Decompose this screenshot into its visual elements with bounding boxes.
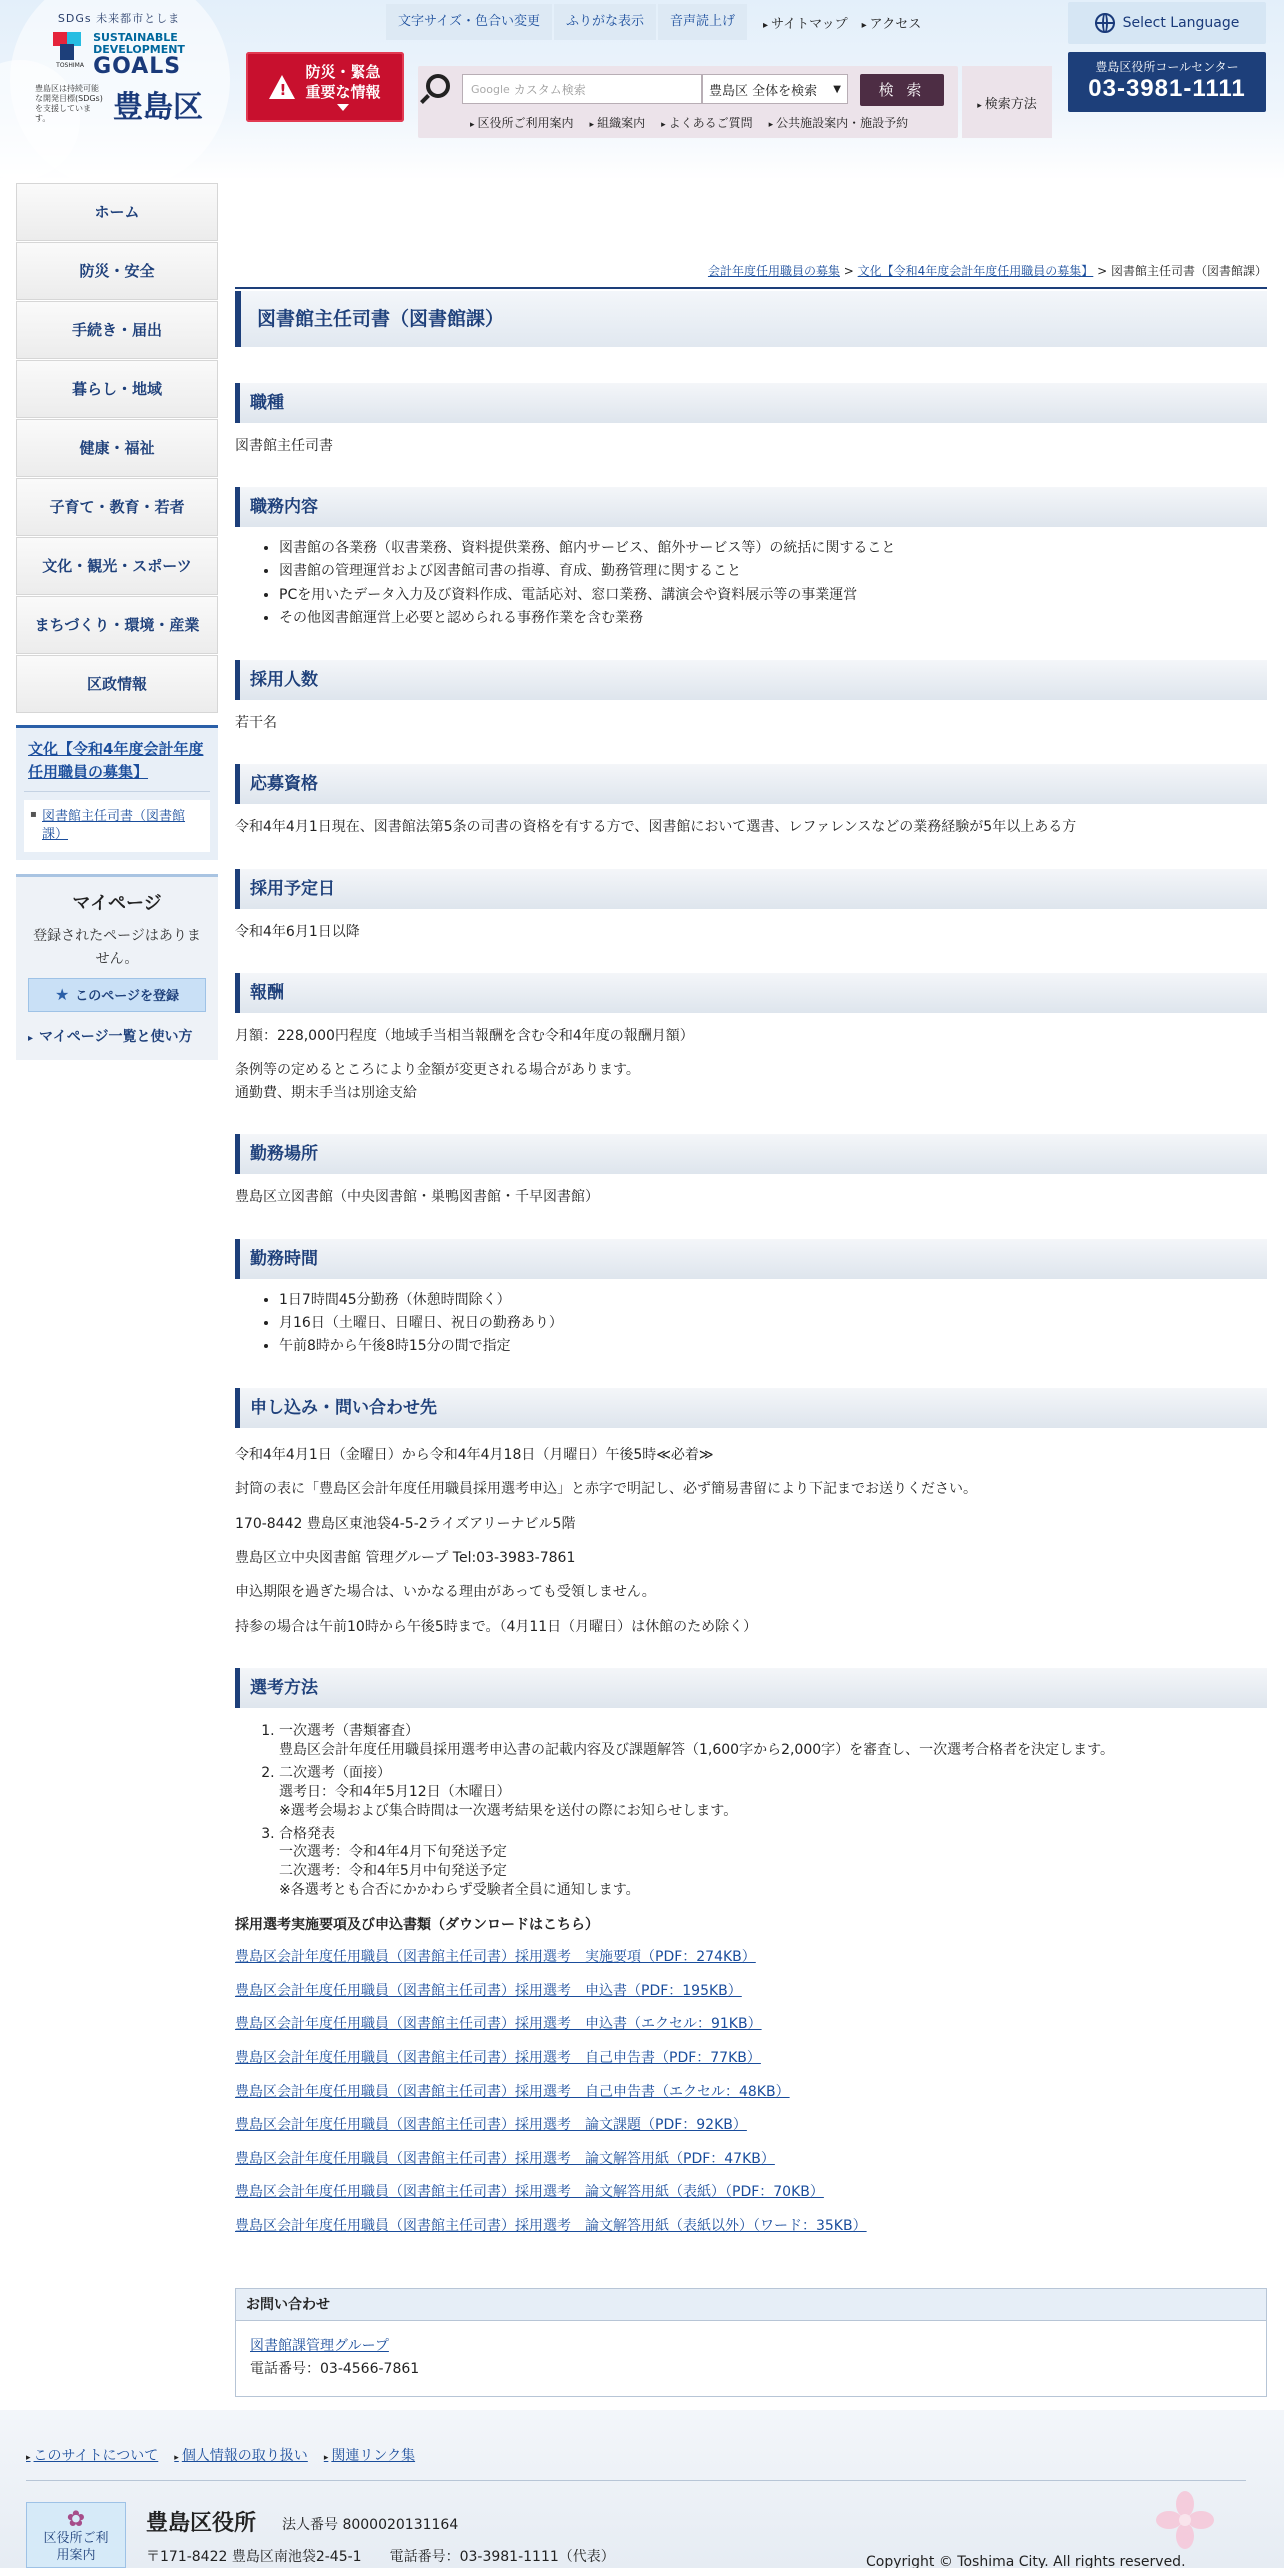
access-link[interactable]: ▸ アクセス	[862, 13, 922, 32]
globe-icon	[1095, 13, 1115, 33]
section-heading: 職種	[235, 383, 1267, 423]
disaster-label-1: 防災・緊急	[305, 63, 381, 81]
disaster-label-2: 重要な情報	[305, 82, 381, 101]
warning-icon: !	[269, 75, 295, 99]
facility-booking-link[interactable]: ▸ 公共施設案内・施設予約	[769, 114, 909, 131]
sidebar	[16, 183, 218, 1060]
footer-office-guide-button[interactable]	[26, 2502, 126, 2568]
download-link[interactable]: 豊島区会計年度任用職員（図書館主任司書）採用選考 論文課題（PDF：92KB）	[235, 2117, 747, 2134]
search-input[interactable]	[462, 74, 702, 104]
nav-childcare-education[interactable]: 子育て・教育・若者	[16, 478, 218, 536]
local-nav	[16, 725, 218, 860]
footer-office-name: 豊島区役所	[146, 2511, 257, 2536]
nav-health-welfare[interactable]: 健康・福祉	[16, 419, 218, 477]
nav-urban-development[interactable]: まちづくり・環境・産業	[16, 596, 218, 654]
section-apply	[235, 1388, 1267, 1638]
list-item	[279, 1825, 1267, 1901]
footer-links	[26, 2445, 415, 2465]
footer-guide-label: 区役所ご利用案内	[43, 2531, 109, 2563]
step-line: ※選考会場および集合時間は一次選考結果を送付の際にお知らせします。	[279, 1802, 738, 1819]
sdgs-goals-line2: DEVELOPMENT	[93, 42, 185, 56]
sdgs-goals-line1: SUSTAINABLE	[93, 31, 178, 44]
local-nav-title[interactable]: 文化【令和4年度会計年度任用職員の募集】	[24, 736, 210, 792]
list-item: • 午前8時から午後8時15分の間で指定	[279, 1335, 1267, 1358]
footer-address: 〒171-8422 豊島区南池袋2-45-1 電話番号：03-3981-1111（代表）	[146, 2549, 615, 2565]
faq-link[interactable]: ▸ よくあるご質問	[661, 114, 753, 131]
section-text: 封筒の表に「豊島区会計年度任用職員採用選考申込」と赤字で明記し、必ず簡易書留により下記までお送りください。	[235, 1481, 977, 1498]
section-duties	[235, 487, 1267, 629]
nav-culture-tourism[interactable]: 文化・観光・スポーツ	[16, 537, 218, 595]
section-heading: 採用人数	[235, 660, 1267, 700]
section-text: 若干名	[235, 714, 277, 731]
list-item	[279, 1764, 1267, 1821]
section-text: 申込期限を過ぎた場合は、いかなる理由があっても受領しません。	[235, 1584, 656, 1601]
office-guide-link[interactable]: ▸ 区役所ご利用案内	[470, 114, 574, 131]
mypage-empty-text: 登録されたページはありません。	[33, 928, 201, 967]
download-link[interactable]: 豊島区会計年度任用職員（図書館主任司書）採用選考 論文解答用紙（表紙）（PDF：70KB）	[235, 2184, 824, 2201]
section-heading: 応募資格	[235, 764, 1267, 804]
section-selection	[235, 1668, 1267, 2236]
search-sublinks	[470, 114, 908, 131]
chevron-down-icon: ▼	[833, 83, 841, 95]
footer-related-links[interactable]: ▸ 関連リンク集	[324, 2445, 415, 2465]
section-heading: 勤務時間	[235, 1239, 1267, 1279]
sdgs-goals-line3: GOALS	[93, 54, 182, 80]
download-heading: 採用選考実施要項及び申込書類（ダウンロードはこちら）	[235, 1917, 599, 1934]
breadcrumb-separator: >	[1093, 264, 1111, 278]
section-heading: 勤務場所	[235, 1134, 1267, 1174]
section-text: 月額：228,000円程度（地域手当相当報酬を含む令和4年度の報酬月額）	[235, 1027, 694, 1044]
download-link[interactable]: 豊島区会計年度任用職員（図書館主任司書）採用選考 自己申告書（エクセル：48KB）	[235, 2083, 790, 2100]
sitemap-link[interactable]: ▸ サイトマップ	[763, 13, 848, 32]
mypage-box	[16, 874, 218, 1060]
search-submit-button[interactable]: 検 索	[860, 74, 944, 106]
breadcrumb	[235, 262, 1267, 289]
section-text: 令和4年6月1日以降	[235, 923, 360, 940]
call-center-number[interactable]: 03-3981-1111	[1088, 75, 1246, 102]
section-text: 令和4年4月1日現在、図書館法第5条の司書の資格を有する方で、図書館において選書、レファレンスなどの業務経験が5年以上ある方	[235, 819, 1077, 836]
selection-steps	[235, 1722, 1267, 1900]
mypage-title: マイページ	[72, 893, 162, 915]
list-item: • PCを用いたデータ入力及び資料作成、電話応対、窓口業務、講演会や資料展示等の事業運営	[279, 584, 1267, 607]
step-line: ※各選考とも合否にかかわらず受験者全員に通知します。	[279, 1882, 640, 1899]
section-job	[235, 383, 1267, 457]
breadcrumb-separator: >	[839, 264, 858, 278]
section-text: 170-8442 豊島区東池袋4-5-2ライズアリーナビル5階	[235, 1515, 576, 1532]
language-label: Select Language	[1122, 15, 1240, 31]
organization-link[interactable]: ▸ 組織案内	[590, 114, 646, 131]
page-title: 図書館主任司書（図書館課）	[235, 291, 1267, 347]
step-line: 選考日：令和4年5月12日（木曜日）	[279, 1783, 511, 1800]
list-item: • その他図書館運営上必要と認められる事務作業を含む業務	[279, 607, 1267, 630]
section-start-date	[235, 869, 1267, 943]
section-heading: 申し込み・問い合わせ先	[235, 1388, 1267, 1428]
section-salary	[235, 973, 1267, 1104]
list-item: • 1日7時間45分勤務（休憩時間除く）	[279, 1289, 1267, 1312]
section-text: 図書館主任司書	[235, 438, 333, 454]
section-text: 条例等の定めるところにより金額が変更される場合があります。	[235, 1062, 640, 1079]
section-text: 豊島区立図書館（中央図書館・巣鴨図書館・千早図書館）	[235, 1189, 599, 1206]
sdgs-t-mark-icon	[53, 32, 87, 72]
section-workplace	[235, 1134, 1267, 1208]
step-head: 1. 一次選考（書類審査）	[279, 1723, 419, 1740]
nav-procedures[interactable]: 手続き・届出	[16, 301, 218, 359]
ward-name-logo: 豊島区	[113, 90, 203, 126]
call-center-box	[1068, 52, 1266, 112]
nav-living[interactable]: 暮らし・地域	[16, 360, 218, 418]
search-panel	[418, 66, 958, 138]
duties-list	[235, 537, 1267, 629]
google-label: Google	[471, 82, 510, 96]
mypage-register-label: このページを登録	[75, 989, 180, 1005]
select-language-button[interactable]	[1068, 2, 1266, 44]
search-scope-value: 豊島区 全体を検索	[709, 83, 818, 99]
chevron-down-icon	[337, 104, 349, 111]
utility-nav	[386, 4, 921, 40]
step-line: 一次選考：令和4年4月下旬発送予定	[279, 1844, 507, 1861]
contact-title: お問い合わせ	[236, 2289, 1266, 2321]
hours-list	[235, 1289, 1267, 1358]
sdgs-tagline: SDGs 未来都市としま	[57, 12, 181, 25]
local-nav-item[interactable]: ▪ 図書館主任司書（図書館課）	[24, 800, 210, 852]
download-link[interactable]: 豊島区会計年度任用職員（図書館主任司書）採用選考 自己申告書（PDF：77KB）	[235, 2049, 761, 2066]
flower-icon: ✿	[66, 2507, 86, 2532]
breadcrumb-link[interactable]: 文化【令和4年度会計年度任用職員の募集】	[857, 264, 1094, 278]
furigana-button[interactable]: ふりがな表示	[554, 4, 656, 40]
section-text: 令和4年4月1日（金曜日）から令和4年4月18日（月曜日）午後5時≪必着≫	[235, 1446, 714, 1463]
search-method-label: ▸ 検索方法	[977, 93, 1037, 112]
step-line: 二次選考：令和4年5月中旬発送予定	[279, 1863, 507, 1880]
nav-home[interactable]: ホーム	[16, 183, 218, 241]
section-hours	[235, 1239, 1267, 1358]
list-item: • 月16日（土曜日、日曜日、祝日の勤務あり）	[279, 1312, 1267, 1335]
call-center-title: 豊島区役所コールセンター	[1095, 60, 1239, 74]
section-qualification	[235, 764, 1267, 838]
list-item: • 図書館の管理運営および図書館司書の指導、育成、勤務管理に関すること	[279, 560, 1267, 583]
breadcrumb-current: 図書館主任司書（図書館課）	[1110, 264, 1267, 278]
step-head: 3. 合格発表	[279, 1825, 335, 1842]
mypage-register-button[interactable]	[28, 978, 206, 1012]
breadcrumb-link[interactable]: 会計年度任用職員の募集	[707, 264, 840, 278]
search-icon	[426, 74, 450, 98]
contact-dept-link[interactable]: 図書館課管理グループ	[250, 2338, 389, 2355]
section-heading: 職務内容	[235, 487, 1267, 527]
star-plus-icon: ★	[54, 985, 70, 1005]
section-heading: 選考方法	[235, 1668, 1267, 1708]
footer-privacy-link[interactable]: ▸ 個人情報の取り扱い	[174, 2445, 308, 2465]
step-head: 2. 二次選考（面接）	[279, 1764, 391, 1781]
download-link[interactable]: 豊島区会計年度任用職員（図書館主任司書）採用選考 申込書（PDF：195KB）	[235, 1982, 742, 1999]
site-footer	[0, 2410, 1284, 2568]
step-line: 豊島区会計年度任用職員採用選考申込書の記載内容及び課題解答（1,600字から2,000字）を審査し、一次選考合格者を決定します。	[279, 1742, 1115, 1759]
search-method-link[interactable]	[962, 66, 1052, 138]
main-content	[235, 262, 1267, 2441]
nav-disaster-safety[interactable]: 防災・安全	[16, 242, 218, 300]
global-nav	[16, 183, 218, 713]
footer-divider	[26, 2480, 1246, 2481]
contact-box	[235, 2288, 1267, 2397]
site-header	[0, 0, 1284, 180]
sdgs-support-note: 豊島区は持続可能な開発目標(SDGs)を支援しています。	[35, 84, 103, 124]
mypage-list-link[interactable]: ▸ マイページ一覧と使い方	[28, 1026, 206, 1046]
download-link[interactable]: 豊島区会計年度任用職員（図書館主任司書）採用選考 論文解答用紙（PDF：47KB）	[235, 2150, 775, 2167]
section-text: 持参の場合は午前10時から午後5時まで。（4月11日（月曜日）は休館のため除く）	[235, 1618, 758, 1635]
list-item	[279, 1722, 1267, 1760]
footer-about-link[interactable]: ▸ このサイトについて	[26, 2445, 158, 2465]
section-headcount	[235, 660, 1267, 734]
sdgs-mark-text: TOSHIMA	[56, 62, 84, 69]
footer-copyright: Copyright © Toshima City. All rights reserved.	[866, 2554, 1186, 2568]
cherry-blossom-icon	[1150, 2490, 1220, 2550]
nav-administration[interactable]: 区政情報	[16, 655, 218, 713]
contact-phone: 電話番号：03-4566-7861	[250, 2360, 420, 2377]
footer-corp-number: 法人番号 8000020131164	[282, 2517, 459, 2533]
section-heading: 採用予定日	[235, 869, 1267, 909]
search-placeholder: カスタム検索	[513, 82, 586, 97]
site-logo[interactable]	[24, 10, 214, 130]
search-scope-select[interactable]	[702, 74, 848, 104]
font-size-color-button[interactable]: 文字サイズ・色合い変更	[386, 4, 552, 40]
download-link[interactable]: 豊島区会計年度任用職員（図書館主任司書）採用選考 申込書（エクセル：91KB）	[235, 2016, 762, 2033]
section-heading: 報酬	[235, 973, 1267, 1013]
download-link[interactable]: 豊島区会計年度任用職員（図書館主任司書）採用選考 実施要項（PDF：274KB）	[235, 1949, 756, 1966]
list-item: • 図書館の各業務（収書業務、資料提供業務、館内サービス、館外サービス等）の統括に関すること	[279, 537, 1267, 560]
section-text: 豊島区立中央図書館 管理グループ Tel:03-3983-7861	[235, 1549, 576, 1566]
disaster-emergency-button[interactable]	[246, 52, 404, 122]
read-aloud-button[interactable]: 音声読上げ	[658, 4, 747, 40]
download-link[interactable]: 豊島区会計年度任用職員（図書館主任司書）採用選考 論文解答用紙（表紙以外）（ワード：35KB）	[235, 2217, 867, 2234]
section-text: 通勤費、期末手当は別途支給	[235, 1084, 417, 1101]
